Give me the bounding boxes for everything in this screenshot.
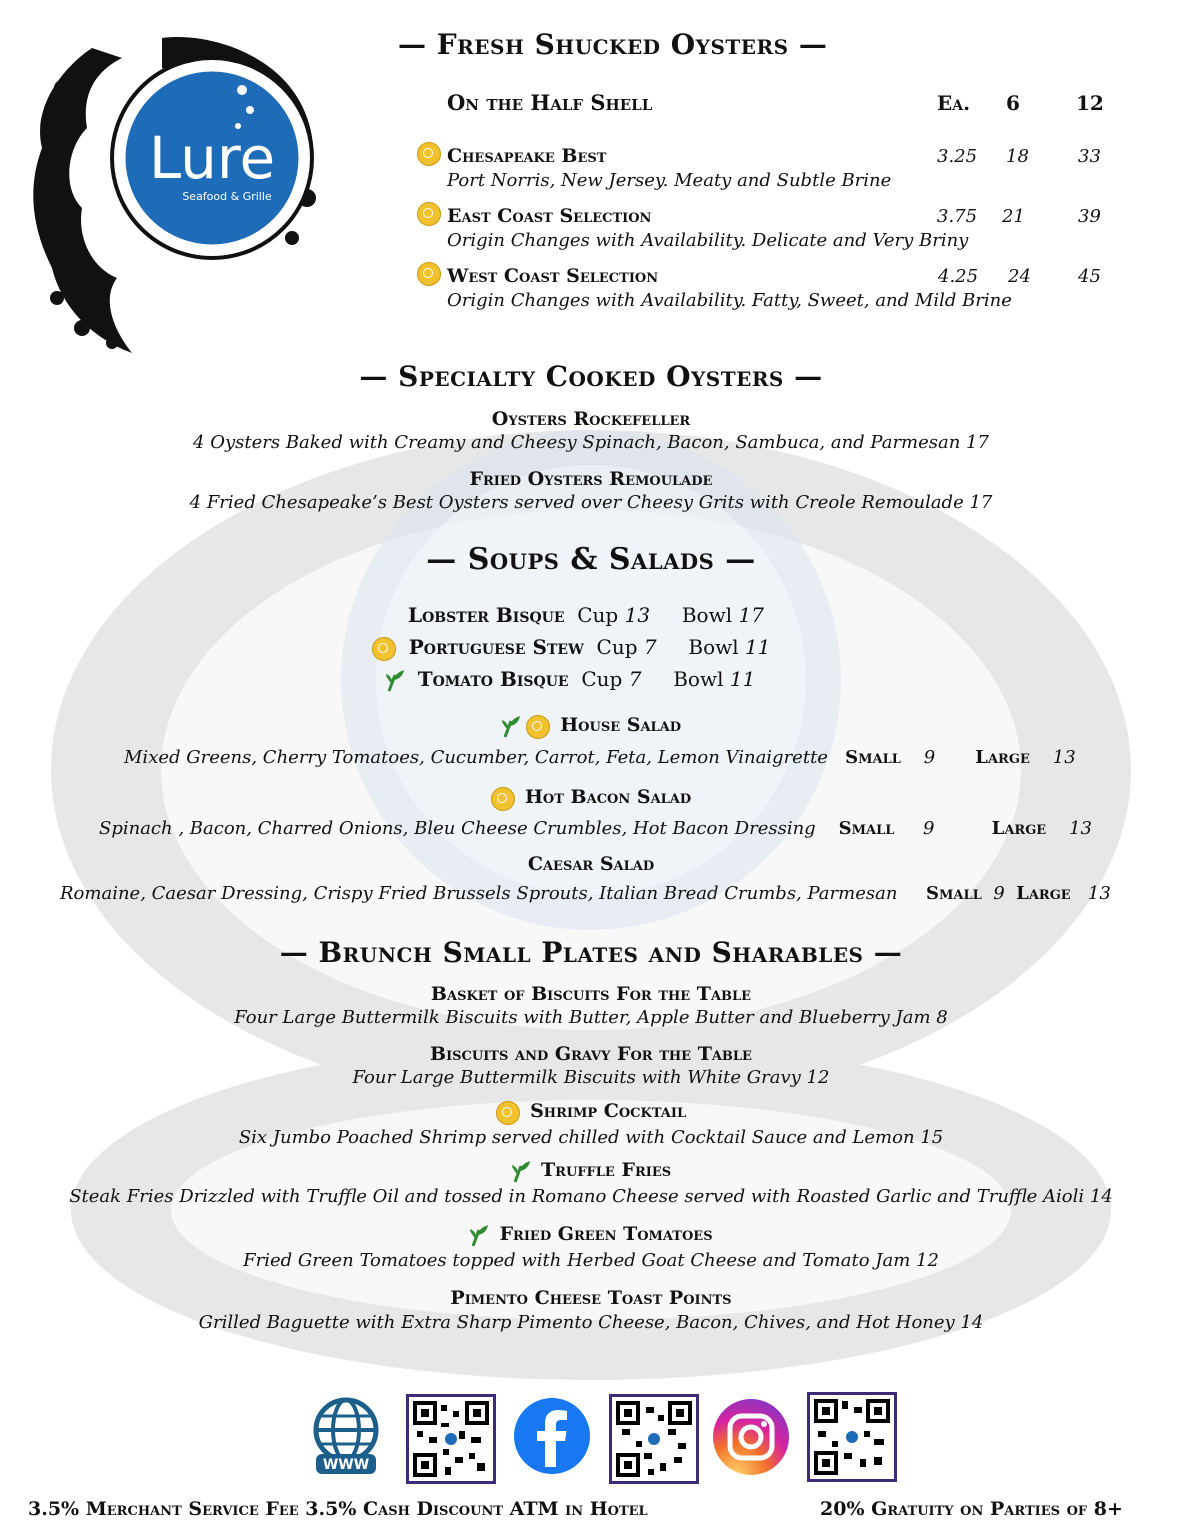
cup-price: 13 <box>624 603 651 627</box>
oyster-price-six: 24 <box>1008 266 1031 287</box>
specialty-item-name: Oysters Rockefeller <box>491 408 691 430</box>
oyster-price-twelve: 39 <box>1078 206 1101 227</box>
large-price: 13 <box>1069 818 1093 839</box>
oyster-price-each: 3.25 <box>937 146 978 167</box>
oyster-name: Chesapeake Best <box>447 145 607 167</box>
qr-code-icon[interactable] <box>807 1392 897 1482</box>
gluten-free-icon <box>417 262 441 286</box>
bowl-price: 11 <box>745 635 771 659</box>
salad-desc-row <box>124 747 1076 768</box>
bowl-label: Bowl <box>673 667 724 691</box>
salad-name: Caesar Salad <box>527 853 655 875</box>
small-price: 9 <box>923 747 936 768</box>
bowl-price: 11 <box>729 667 756 691</box>
small-price: 9 <box>922 818 935 839</box>
col-twelve: 12 <box>1076 91 1104 115</box>
salad-desc-row <box>99 818 1092 839</box>
bowl-label: Bowl <box>681 603 733 627</box>
social-links <box>0 1392 1182 1482</box>
brunch-item-desc: Steak Fries Drizzled with Truffle Oil and tossed in Romano Cheese served with Roasted Garlic and Truffle Aioli 14 <box>69 1186 1113 1207</box>
brunch-item-header <box>0 1223 1182 1248</box>
section-heading-brunch: — Brunch Small Plates and Sharables — <box>279 936 903 969</box>
large-label: Large <box>1016 883 1071 904</box>
salad-desc: Spinach , Bacon, Charred Onions, Bleu Cheese Crumbles, Hot Bacon Dressing <box>99 818 816 839</box>
section-heading-oysters: — Fresh Shucked Oysters — <box>398 28 828 61</box>
vegetarian-leaf-icon <box>501 715 521 739</box>
facebook-icon[interactable] <box>513 1397 591 1475</box>
large-price: 13 <box>1087 883 1111 904</box>
brunch-item-desc: Fried Green Tomatoes topped with Herbed Goat Cheese and Tomato Jam 12 <box>243 1250 939 1271</box>
oyster-name: East Coast Selection <box>447 205 652 227</box>
qr-code-icon[interactable] <box>406 1394 496 1484</box>
small-label: Small <box>845 747 901 768</box>
logo-wordmark: Lure <box>148 124 276 192</box>
section-heading-specialty: — Specialty Cooked Oysters — <box>359 360 823 393</box>
cup-label: Cup <box>581 667 623 691</box>
large-price: 13 <box>1052 747 1076 768</box>
specialty-item-desc: 4 Oysters Baked with Creamy and Cheesy Spinach, Bacon, Sambuca, and Parmesan 17 <box>193 432 989 453</box>
gratuity-notice: 20% Gratuity on Parties of 8+ <box>820 1498 1123 1520</box>
qr-code-icon[interactable] <box>609 1394 699 1484</box>
instagram-icon[interactable] <box>712 1398 790 1476</box>
soup-name: Tomato Bisque <box>417 667 569 691</box>
soup-name: Portuguese Stew <box>408 635 584 659</box>
oyster-price-twelve: 33 <box>1078 146 1101 167</box>
brunch-item-header <box>0 1159 1182 1184</box>
salad-desc: Romaine, Caesar Dressing, Crispy Fried Brussels Sprouts, Italian Bread Crumbs, Parmesan <box>60 883 898 904</box>
brunch-item-name: Shrimp Cocktail <box>530 1100 687 1122</box>
brunch-item-name: Biscuits and Gravy For the Table <box>430 1043 752 1065</box>
specialty-item-desc: 4 Fried Chesapeake’s Best Oysters served over Cheesy Grits with Creole Remoulade 17 <box>189 492 993 513</box>
small-label: Small <box>926 883 982 904</box>
soup-row <box>372 635 771 661</box>
specialty-item-name: Fried Oysters Remoulade <box>469 468 713 490</box>
gluten-free-icon <box>372 637 396 661</box>
logo-tagline: Seafood & Grille <box>182 190 272 203</box>
oyster-price-six: 21 <box>1002 206 1025 227</box>
salad-header <box>0 714 1182 739</box>
fees-notice: 3.5% Merchant Service Fee 3.5% Cash Discount ATM in Hotel <box>28 1498 648 1520</box>
cup-label: Cup <box>577 603 619 627</box>
salad-name: Hot Bacon Salad <box>524 786 692 808</box>
small-price: 9 <box>993 883 1005 904</box>
gluten-free-icon <box>491 787 515 811</box>
salad-desc-row <box>60 883 1111 904</box>
gluten-free-icon <box>526 715 550 739</box>
brunch-item-desc: Four Large Buttermilk Biscuits with White Gravy 12 <box>352 1067 830 1088</box>
gluten-free-icon <box>417 202 441 226</box>
globe-icon[interactable] <box>306 1396 386 1476</box>
brunch-item-name: Truffle Fries <box>541 1159 672 1181</box>
salad-name: House Salad <box>560 714 682 736</box>
vegetarian-leaf-icon <box>469 1224 489 1248</box>
gluten-free-icon <box>496 1101 520 1125</box>
vegetarian-leaf-icon <box>511 1160 531 1184</box>
oyster-price-twelve: 45 <box>1078 266 1101 287</box>
col-each: Ea. <box>937 91 971 115</box>
www-label: WWW <box>322 1457 370 1473</box>
brunch-item-desc: Grilled Baguette with Extra Sharp Pimento Cheese, Bacon, Chives, and Hot Honey 14 <box>198 1312 984 1333</box>
oyster-desc: Origin Changes with Availability. Fatty, Sweet, and Mild Brine <box>447 290 1012 311</box>
col-six: 6 <box>1006 91 1020 115</box>
small-label: Small <box>838 818 895 839</box>
cup-label: Cup <box>596 635 638 659</box>
brunch-item-name: Fried Green Tomatoes <box>499 1223 713 1245</box>
oyster-name: West Coast Selection <box>447 265 659 287</box>
oyster-desc: Port Norris, New Jersey. Meaty and Subtle Brine <box>447 170 892 191</box>
brunch-item-desc: Four Large Buttermilk Biscuits with Butter, Apple Butter and Blueberry Jam 8 <box>234 1007 948 1028</box>
half-shell-label: On the Half Shell <box>447 90 653 115</box>
soup-name: Lobster Bisque <box>408 603 565 627</box>
oyster-price-each: 4.25 <box>938 266 979 287</box>
brunch-item-name: Pimento Cheese Toast Points <box>450 1287 732 1309</box>
salad-desc: Mixed Greens, Cherry Tomatoes, Cucumber, Carrot, Feta, Lemon Vinaigrette <box>124 747 828 768</box>
large-label: Large <box>991 818 1047 839</box>
bowl-label: Bowl <box>688 635 739 659</box>
brunch-item-desc: Six Jumbo Poached Shrimp served chilled with Cocktail Sauce and Lemon 15 <box>238 1127 944 1148</box>
brunch-item-header <box>0 1100 1182 1125</box>
oyster-price-six: 18 <box>1006 146 1029 167</box>
soup-row <box>385 667 755 693</box>
section-heading-soups: — Soups & Salads — <box>426 542 756 577</box>
large-label: Large <box>975 747 1030 768</box>
cup-price: 7 <box>628 667 642 691</box>
oyster-price-each: 3.75 <box>937 206 978 227</box>
oyster-desc: Origin Changes with Availability. Delicate and Very Briny <box>447 230 969 251</box>
bowl-price: 17 <box>738 603 764 627</box>
cup-price: 7 <box>643 635 657 659</box>
gluten-free-icon <box>417 142 441 166</box>
soup-row <box>408 603 764 627</box>
salad-header <box>0 786 1182 811</box>
brunch-item-name: Basket of Biscuits For the Table <box>430 983 752 1005</box>
lure-logo <box>22 28 322 358</box>
vegetarian-leaf-icon <box>385 669 405 693</box>
